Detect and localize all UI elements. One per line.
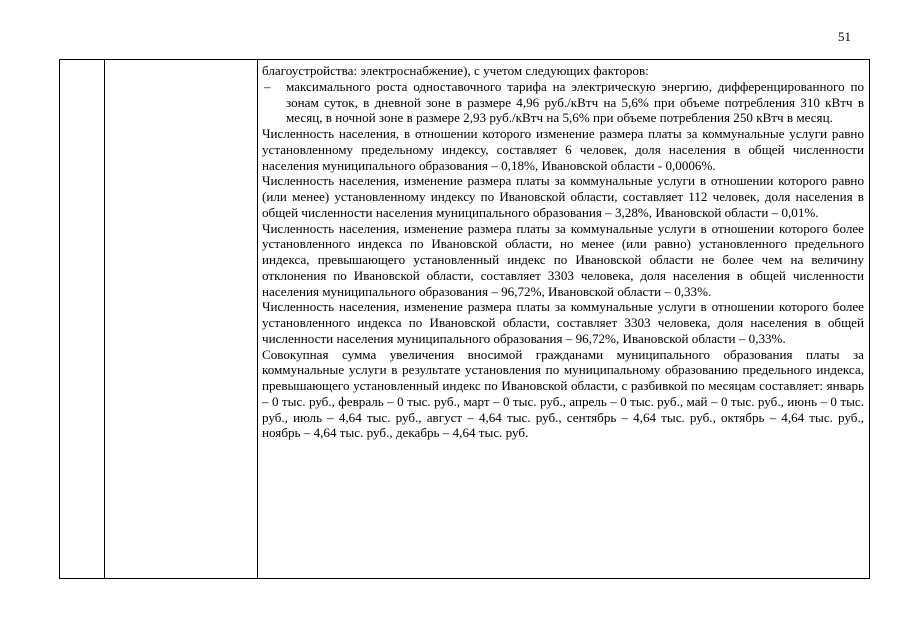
intro-paragraph: благоустройства: электроснабжение), с учетом следующих факторов: [262,63,649,78]
document-table [59,59,870,579]
page-number: 51 [838,29,851,44]
paragraph-total-increase: Совокупная сумма увеличения вносимой гражданами муниципального образования платы за коммунальные услуги в результате установления по муниципальному образованию предельного индекса, превышающего установленный индекс по Ивановской области, с разбивкой по месяцам составляет: январь – 0 тыс. руб., февраль – 0 тыс. руб., март – 0 тыс. руб., апрель – 0 тыс. руб., май – 0 тыс. руб., июнь – 0 тыс. руб., июль – 4,64 тыс. руб., август – 4,64 тыс. руб., сентябрь – 4,64 тыс. руб., октябрь – 4,64 тыс. руб., ноябрь – 4,64 тыс. руб., декабрь – 4,64 тыс. руб. [262,346,864,441]
paragraph-population-above-index: Численность населения, изменение размера платы за коммунальные услуги в отношении которого более установленного индекса по Ивановской области, составляет 3303 человека, доля населения в общей численности населения муниципального образования – 96,72%, Ивановской области – 0,33%. [262,299,864,346]
cell-text [258,60,869,441]
table-cell-content [258,60,870,579]
bullet-item [262,79,864,126]
table-cell-number [60,60,105,579]
bullet-marker: – [264,78,271,94]
paragraph-population-below-index: Численность населения, изменение размера платы за коммунальные услуги в отношении которого равно (или менее) установленному индексу по Ивановской области, составляет 112 человек, доля населения в общей численности населения муниципального образования – 3,28%, Ивановской области – 0,01%. [262,173,864,220]
paragraph-population-limit-index: Численность населения, в отношении которого изменение размера платы за коммунальные услуги равно установленному предельному индексу, составляет 6 человек, доля населения в общей численности населения муниципального образования – 0,18%, Ивановской области - 0,0006%. [262,126,864,173]
table-cell-name [105,60,258,579]
table-row [60,60,870,579]
bullet-text: максимального роста одноставочного тарифа на электрическую энергию, дифференцированного по зонам суток, в дневной зоне в размере 4,96 руб./кВтч на 5,6% при объеме потребления 310 кВтч в месяц, в ночной зоне в размере 2,93 руб./кВтч на 5,6% при объеме потребления 250 кВтч в месяц. [286,78,864,126]
paragraph-population-between-index: Численность населения, изменение размера платы за коммунальные услуги в отношении которого более установленного индекса по Ивановской области, но менее (или равно) установленного предельного индекса, превышающего установленный индекс по Ивановской области не более чем на величину отклонения по Ивановской области, составляет 3303 человека, доля населения в общей численности населения муниципального образования – 96,72%, Ивановской области – 0,33%. [262,220,864,299]
